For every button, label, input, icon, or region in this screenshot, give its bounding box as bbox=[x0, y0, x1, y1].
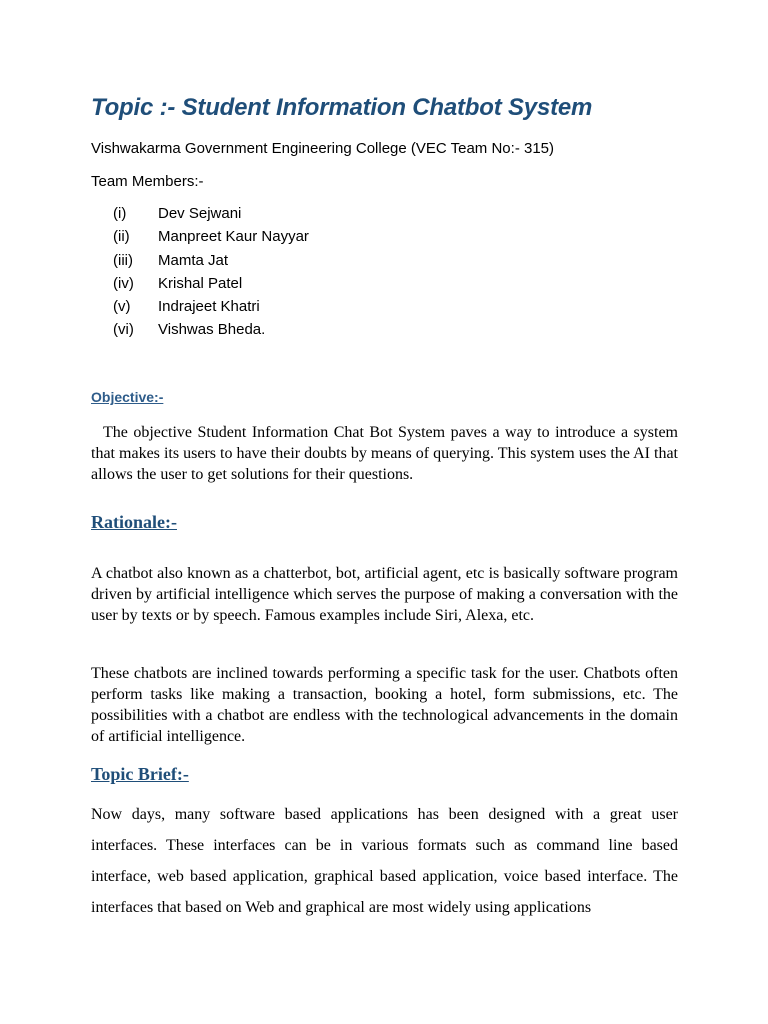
list-item bbox=[113, 298, 309, 321]
member-name: Mamta Jat bbox=[158, 251, 229, 269]
list-item-number: (iv) bbox=[113, 274, 134, 292]
page-title: Topic :- Student Information Chatbot System bbox=[91, 94, 593, 121]
list-item bbox=[113, 252, 309, 275]
member-name: Indrajeet Khatri bbox=[158, 298, 260, 316]
list-item bbox=[113, 228, 309, 251]
member-name: Krishal Patel bbox=[158, 274, 243, 292]
list-item-number: (vi) bbox=[113, 321, 134, 339]
objective-paragraph: The objective Student Information Chat Bot System paves a way to introduce a system that makes its users to have their doubts by means of querying. This system uses the AI that allows the user to get solutions for their questions. bbox=[91, 424, 678, 483]
member-name: Vishwas Bheda. bbox=[158, 321, 266, 339]
team-members-label: Team Members:- bbox=[91, 173, 204, 190]
list-item-number: (iii) bbox=[113, 251, 133, 269]
list-item-number: (ii) bbox=[113, 228, 130, 246]
rationale-paragraph-2: These chatbots are inclined towards performing a specific task for the user. Chatbots often perform tasks like making a transaction, booking a hotel, form submissions, etc. The possibilities with a chatbot are endless with the technological advancements in the domain of artificial intelligence. bbox=[91, 665, 678, 745]
topic-brief-paragraph: Now days, many software based applications has been designed with a great user interfaces. These interfaces can be in various formats such as command line based interface, web based application, graphical based application, voice based interface. The interfaces that based on Web and graphical are most widely using applications bbox=[91, 806, 678, 916]
college-line: Vishwakarma Government Engineering College (VEC Team No:- 315) bbox=[91, 140, 555, 157]
team-members-list bbox=[113, 205, 309, 345]
topic-brief-heading: Topic Brief:- bbox=[91, 764, 189, 784]
objective-heading: Objective:- bbox=[91, 389, 164, 405]
rationale-heading: Rationale:- bbox=[91, 512, 177, 532]
list-item-number: (i) bbox=[113, 205, 127, 222]
member-name: Dev Sejwani bbox=[158, 205, 242, 222]
rationale-paragraph-1: A chatbot also known as a chatterbot, bot, artificial agent, etc is basically software program driven by artificial intelligence which serves the purpose of making a conversation with the user by texts or by speech. Famous examples include Siri, Alexa, etc. bbox=[91, 565, 678, 624]
list-item bbox=[113, 275, 309, 298]
member-name: Manpreet Kaur Nayyar bbox=[158, 228, 309, 246]
list-item bbox=[113, 205, 309, 228]
list-item-number: (v) bbox=[113, 298, 131, 316]
list-item bbox=[113, 321, 309, 344]
